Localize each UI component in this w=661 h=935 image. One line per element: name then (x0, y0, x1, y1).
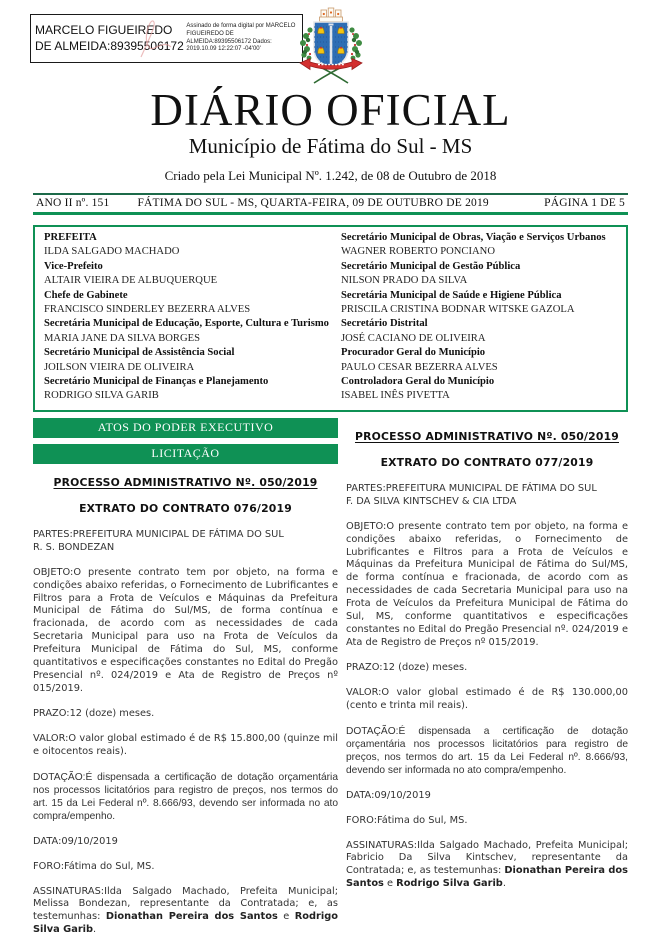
official-name: NILSON PRADO DA SILVA (341, 275, 468, 287)
right-column (346, 418, 628, 935)
official-name: ILDA SALGADO MACHADO (44, 246, 180, 258)
edition-number: ANO II nº. 151 (36, 197, 110, 209)
official-role: Vice-Prefeito (44, 260, 103, 272)
prazo-paragraph: PRAZO:12 (doze) meses. (346, 661, 468, 673)
valor-paragraph: VALOR:O valor global estimado é de R$ 15.800,00 (quinze mil e oitocentos reais). (33, 732, 338, 757)
official-name: WAGNER ROBERTO PONCIANO (341, 246, 495, 258)
official-role: Secretário Municipal de Gestão Pública (341, 260, 521, 272)
official-name: ALTAIR VIEIRA DE ALBUQUERQUE (44, 275, 218, 287)
official-role: Secretário Municipal de Obras, Viação e Serviços Urbanos (341, 232, 606, 243)
officials-box (33, 225, 628, 412)
officials-right-column (341, 231, 617, 404)
signer-name: MARCELO FIGUEIREDO DE ALMEIDA:89395506172 (35, 23, 184, 53)
official-role: PREFEITA (44, 232, 97, 243)
official-entry (341, 317, 617, 346)
issue-bar (33, 193, 628, 215)
official-entry (44, 260, 331, 289)
partes-paragraph: PARTES:PREFEITURA MUNICIPAL DE FÁTIMA DO SUL R. S. BONDEZAN (33, 528, 284, 553)
data-paragraph: DATA:09/10/2019 (33, 835, 118, 847)
official-role: Secretário Municipal de Finanças e Planejamento (44, 376, 269, 388)
official-role: Controladora Geral do Município (341, 376, 495, 388)
official-name: JOILSON VIEIRA DE OLIVEIRA (44, 361, 195, 373)
gazette-title: DIÁRIO OFICIAL (150, 85, 511, 135)
official-role: Secretário Distrital (341, 318, 428, 330)
dotacao-paragraph: DOTAÇÃO:É dispensada a certificação de dotação orçamentária nos processos licitatórios para registro de preços, nos termos do art. 15 da Lei Federal nº. 8.666/93, devendo ser informada no ato compra/empenho. (346, 725, 628, 777)
prazo-paragraph: PRAZO:12 (doze) meses. (33, 707, 155, 719)
content-area (33, 418, 628, 935)
extract-heading: EXTRATO DO CONTRATO 077/2019 (380, 455, 594, 469)
foro-paragraph: FORO:Fátima do Sul, MS. (33, 860, 155, 872)
official-entry (44, 317, 331, 346)
official-entry (44, 289, 331, 318)
official-role: Secretária Municipal de Saúde e Higiene Pública (341, 289, 562, 301)
official-name: ISABEL INÊS PIVETTA (341, 390, 450, 402)
objeto-paragraph: OBJETO:O presente contrato tem por objeto, na forma e condições abaixo referidas, o Fornecimento de Lubrificantes e Filtros para a Frota de Veículos e Máquinas da Prefeitura Municipal de Fátima do Sul/MS, de forma contínua e fracionada, de acordo com as necessidades de cada Secretaria Municipal para uso na Frota de Veículos da Prefeitura Municipal de Fátima do Sul, MS, conforme quantitativos e especificações constantes no Edital do Pregão Presencial nº. 024/2019 e Ata de Registro de Preços nº 015/2019. (346, 520, 628, 649)
official-name: RODRIGO SILVA GARIB (44, 390, 159, 402)
process-heading: PROCESSO ADMINISTRATIVO Nº. 050/2019 (354, 429, 619, 443)
official-entry (341, 260, 617, 289)
official-name: FRANCISCO SINDERLEY BEZERRA ALVES (44, 304, 251, 316)
extract-heading: EXTRATO DO CONTRATO 076/2019 (79, 501, 292, 515)
dotacao-paragraph: DOTAÇÃO:É dispensada a certificação de dotação orçamentária nos processos licitatórios para registro de preços, nos termos do art. 15 da Lei Federal nº. 8.666/93, devendo ser informada no ato compra/empenho. (33, 771, 338, 823)
official-entry (341, 289, 617, 318)
official-name: MARIA JANE DA SILVA BORGES (44, 332, 200, 344)
official-role: Chefe de Gabinete (44, 289, 128, 301)
official-entry (44, 231, 331, 260)
witness-name: Rodrigo Silva Garib (33, 911, 338, 935)
coat-of-arms-icon (294, 6, 368, 86)
official-role: Secretária Municipal de Educação, Esporte, Cultura e Turismo (44, 318, 329, 330)
assinaturas-paragraph: ASSINATURAS:Ilda Salgado Machado, Prefeita Municipal; Melissa Bondezan, representante da Contratada; e, as testemunhas: Dionathan Pereira dos Santos e Rodrigo Silva Garib. (33, 885, 338, 935)
left-column (33, 418, 338, 935)
witness-name: Dionathan Pereira dos Santos (105, 911, 278, 923)
issue-date-line: FÁTIMA DO SUL - MS, QUARTA-FEIRA, 09 DE OUTUBRO DE 2019 (137, 197, 489, 209)
witness-name: Rodrigo Silva Garib (396, 878, 503, 890)
assinaturas-paragraph: ASSINATURAS:Ilda Salgado Machado, Prefeita Municipal; Fabricio Da Silva Kintschev, representante da Contratada; e, as testemunhas: Dionathan Pereira dos Santos e Rodrigo Silva Garib. (346, 839, 628, 890)
partes-paragraph: PARTES:PREFEITURA MUNICIPAL DE FÁTIMA DO SUL F. DA SILVA KINTSCHEV & CIA LTDA (346, 482, 597, 507)
gazette-subtitle: Município de Fátima do Sul - MS (188, 134, 473, 158)
official-entry (341, 375, 617, 404)
section-banner-atos: ATOS DO PODER EXECUTIVO (33, 418, 338, 438)
official-name: PAULO CESAR BEZERRA ALVES (341, 361, 498, 373)
official-role: Secretário Municipal de Assistência Social (44, 347, 235, 359)
officials-left-column (44, 231, 331, 404)
official-entry (44, 375, 331, 404)
foro-paragraph: FORO:Fátima do Sul, MS. (346, 814, 468, 826)
witness-name: Dionathan Pereira dos Santos (346, 865, 628, 890)
official-role: Procurador Geral do Município (341, 347, 486, 359)
official-entry (44, 346, 331, 375)
official-entry (341, 346, 617, 375)
page-indicator: PÁGINA 1 DE 5 (544, 197, 625, 209)
data-paragraph: DATA:09/10/2019 (346, 789, 431, 801)
process-heading: PROCESSO ADMINISTRATIVO Nº. 050/2019 (53, 475, 318, 489)
valor-paragraph: VALOR:O valor global estimado é de R$ 130.000,00 (cento e trinta mil reais). (346, 686, 628, 711)
section-banner-licitacao: LICITAÇÃO (33, 444, 338, 464)
official-name: PRISCILA CRISTINA BODNAR WITSKE GAZOLA (341, 304, 575, 316)
creation-law-line: Criado pela Lei Municipal Nº. 1.242, de 08 de Outubro de 2018 (164, 168, 497, 183)
official-entry (341, 231, 617, 260)
objeto-paragraph: OBJETO:O presente contrato tem por objeto, na forma e condições abaixo referidas, o Fornecimento de Lubrificantes e Filtros para a Frota de Veículos e Máquinas da Prefeitura Municipal de Fátima do Sul/MS, de forma contínua e fracionada, de acordo com as necessidades de cada Secretaria Municipal para uso na Frota de Veículos da Prefeitura Municipal de Fátima do Sul, MS, conforme quantitativos e especificações constantes no Edital do Pregão Presencial nº. 024/2019 e Ata de Registro de Preços nº 015/2019. (33, 566, 338, 695)
official-name: JOSÉ CACIANO DE OLIVEIRA (341, 332, 486, 344)
signature-details: Assinado de forma digital por MARCELO FIGUEIREDO DE ALMEIDA:89395506172 Dados: 2019.10.09 12:22:07 -04'00' (186, 22, 296, 53)
